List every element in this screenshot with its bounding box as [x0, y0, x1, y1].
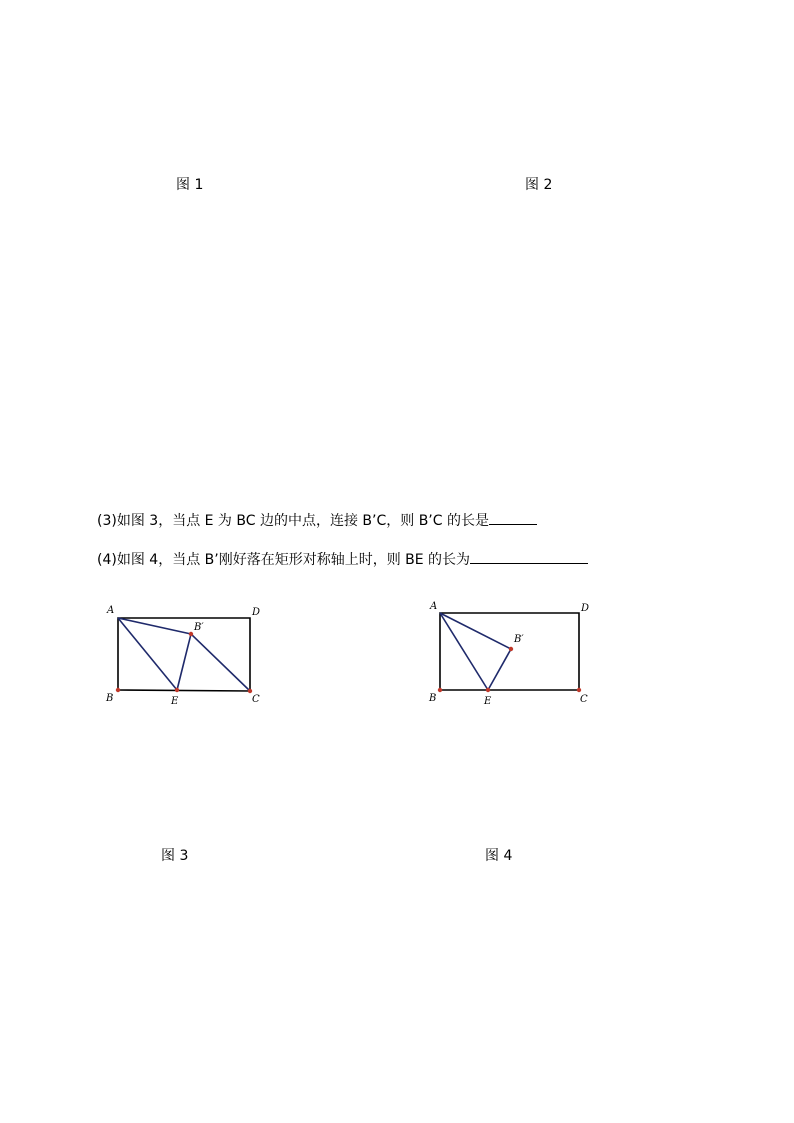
segment-b-prime-e: [488, 649, 511, 690]
question-4-text: (4)如图 4，当点 B’刚好落在矩形对称轴上时，则 BE 的长为: [97, 552, 471, 568]
label-a: A: [107, 605, 115, 616]
figure-4-caption: 图 4: [485, 848, 513, 864]
label-c: C: [252, 694, 260, 705]
point-b: [438, 688, 442, 692]
point-b: [116, 688, 120, 692]
segment-b-prime-c: [191, 634, 250, 691]
figure-3-caption: 图 3: [161, 848, 189, 864]
question-3: [97, 510, 537, 530]
label-b-prime: B′: [194, 622, 204, 633]
figure-2-caption: 图 2: [525, 177, 553, 193]
label-a: A: [430, 601, 438, 612]
point-b-prime: [189, 632, 193, 636]
label-e: E: [484, 696, 492, 707]
label-c: C: [580, 694, 588, 705]
figure-4-diagram: [422, 594, 597, 710]
label-b-prime: B′: [514, 634, 524, 645]
label-d: D: [252, 607, 261, 618]
point-c: [577, 688, 581, 692]
point-c: [248, 689, 252, 693]
label-d: D: [581, 603, 590, 614]
answer-blank-3: [489, 512, 537, 525]
point-e: [486, 688, 490, 692]
label-b: B: [429, 693, 437, 704]
figure-3-diagram: [100, 598, 270, 710]
segment-b-prime-e: [177, 634, 191, 690]
question-3-text: (3)如图 3，当点 E 为 BC 边的中点，连接 B’C，则 B’C 的长是: [97, 513, 489, 529]
answer-blank-4: [470, 551, 588, 564]
rectangle-abcd: [118, 618, 250, 691]
point-e: [175, 688, 179, 692]
point-b-prime: [509, 647, 513, 651]
question-4: [97, 549, 588, 569]
figure-1-caption: 图 1: [176, 177, 204, 193]
label-b: B: [106, 693, 114, 704]
label-e: E: [171, 696, 179, 707]
